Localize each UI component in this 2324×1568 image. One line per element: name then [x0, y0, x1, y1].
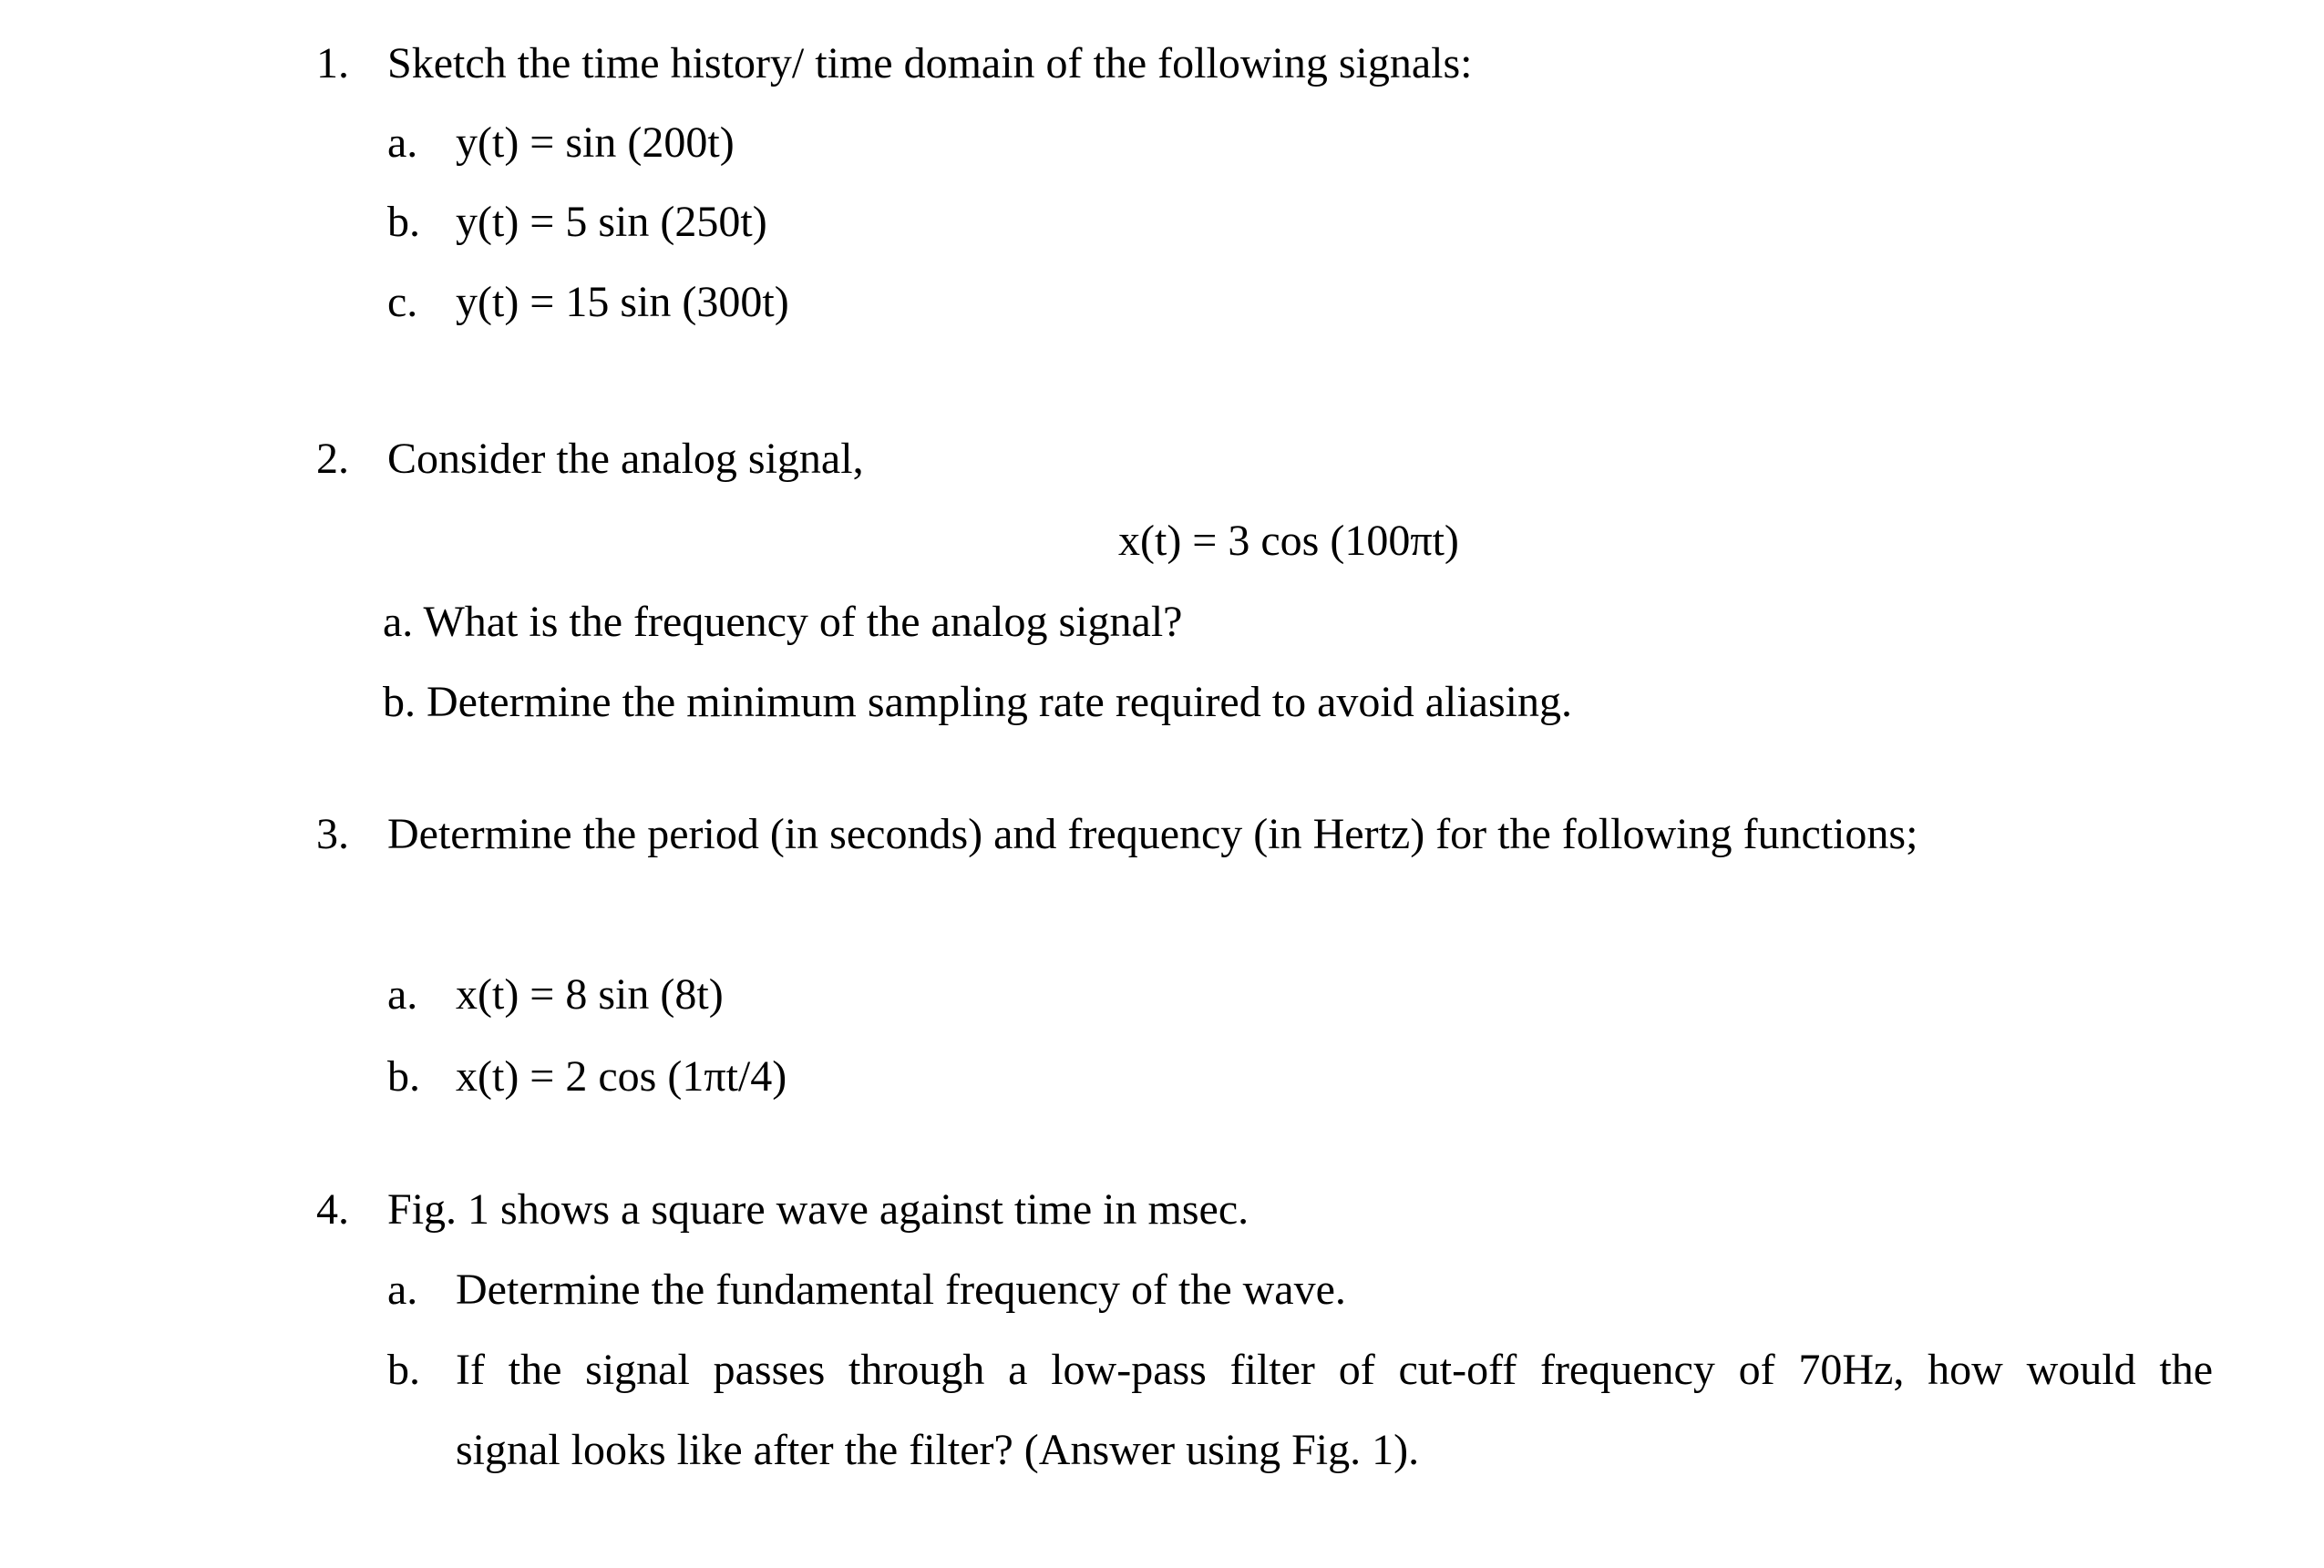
question-text: Determine the period (in seconds) and frequency (in Hertz) for the following functions; [387, 810, 1918, 858]
question-number: 3. [316, 810, 349, 858]
item-label: b. [387, 198, 420, 246]
equation: x(t) = 3 cos (100πt) [1118, 517, 1459, 565]
question-number: 1. [316, 39, 349, 87]
part-a-text: a. What is the frequency of the analog signal? [383, 598, 1183, 646]
question-text: Consider the analog signal, [387, 435, 864, 483]
item-text: y(t) = 5 sin (250t) [456, 198, 767, 246]
item-text: y(t) = sin (200t) [456, 118, 735, 167]
item-text: Determine the fundamental frequency of the wave. [456, 1266, 1346, 1314]
question-text: Fig. 1 shows a square wave against time in msec. [387, 1185, 1249, 1234]
question-text: Sketch the time history/ time domain of the following signals: [387, 39, 1473, 87]
question-number: 2. [316, 435, 349, 483]
question-number: 4. [316, 1185, 349, 1234]
item-text-line-2: signal looks like after the filter? (Answer using Fig. 1). [456, 1426, 1420, 1474]
item-label: a. [387, 1266, 418, 1314]
item-label: c. [387, 278, 418, 326]
item-text: x(t) = 8 sin (8t) [456, 970, 724, 1019]
item-text-line-1: If the signal passes through a low-pass filter of cut-off frequency of 70Hz, how would the [456, 1346, 2213, 1394]
item-text: y(t) = 15 sin (300t) [456, 278, 789, 326]
part-b-text: b. Determine the minimum sampling rate required to avoid aliasing. [383, 678, 1572, 726]
item-label: b. [387, 1052, 420, 1101]
item-text: x(t) = 2 cos (1πt/4) [456, 1052, 787, 1101]
item-label: a. [387, 118, 418, 167]
item-label: a. [387, 970, 418, 1019]
item-label: b. [387, 1346, 420, 1394]
